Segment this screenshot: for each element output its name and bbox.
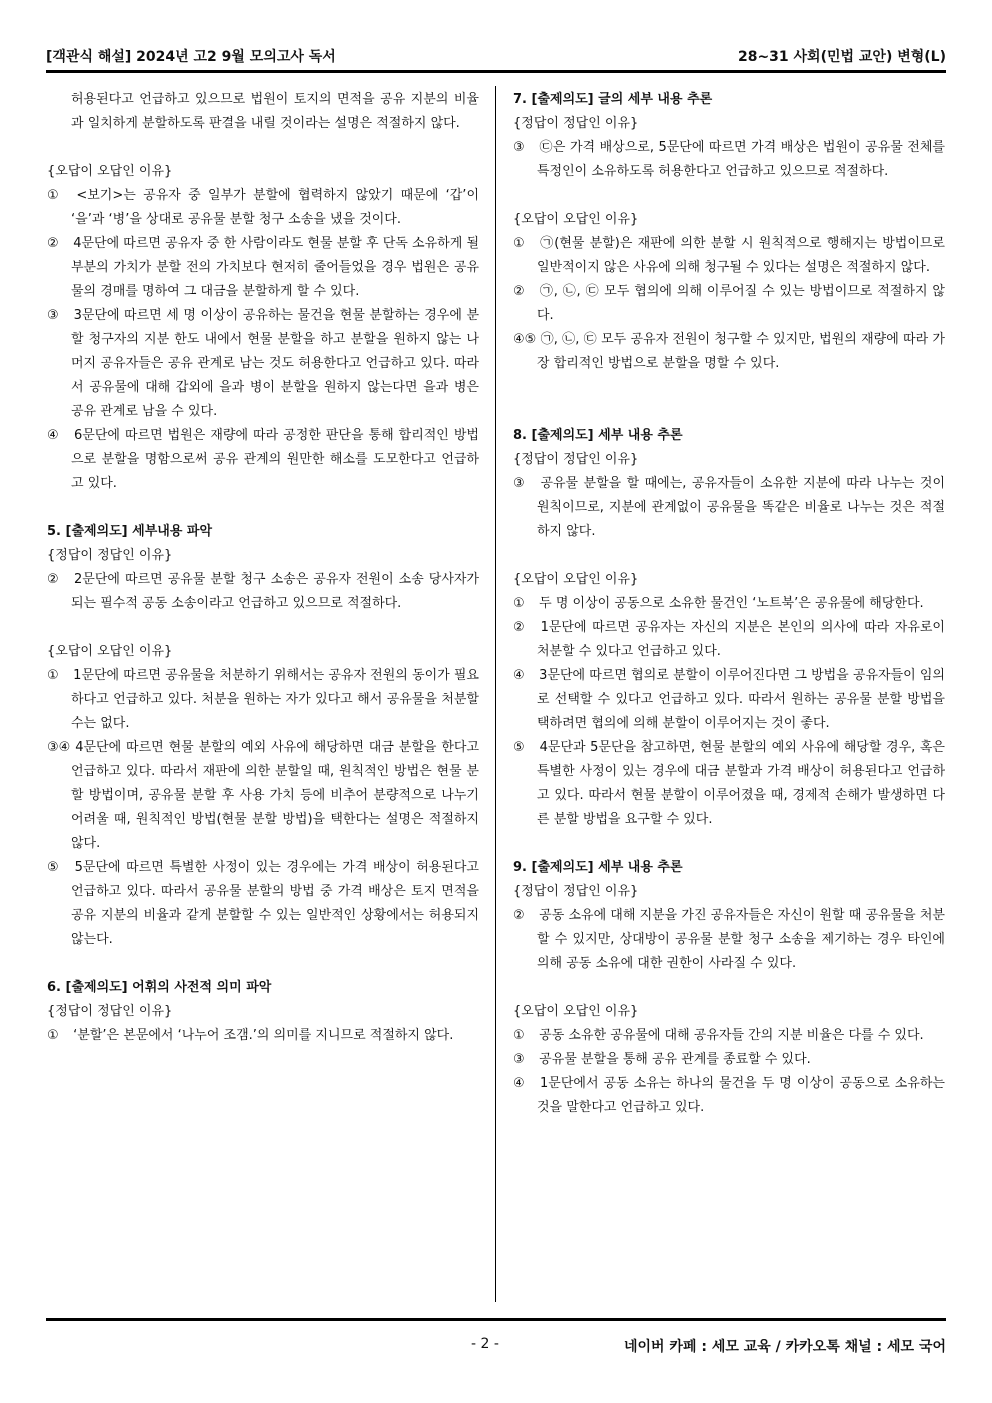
page-number: - 2 -: [471, 1336, 499, 1352]
answer-text: 2문단에 따르면 공유물 분할 청구 소송은 공유자 전원이 소송 당사자가 되는 필수적 공동 소송이라고 언급하고 있으므로 적절하다.: [71, 572, 479, 611]
answer-text: 3문단에 따르면 협의로 분할이 이루어진다면 그 방법을 공유자들이 임의로 선택할 수 있다고 언급하고 있다. 따라서 원하는 공유물 분할 방법을 택하려면 협의에 의해 분할이 이루어지는 것이 좋다.: [537, 668, 945, 731]
answer-item: [513, 328, 945, 376]
left-column: [47, 88, 479, 1048]
answer-text: <보기>는 공유자 중 일부가 분할에 협력하지 않았기 때문에 ‘갑’이 ‘을’과 ‘병’을 상대로 공유물 분할 청구 소송을 냈을 것이다.: [71, 188, 479, 227]
answer-marker: ③: [513, 1052, 525, 1067]
answer-text: ㉠, ㉡, ㉢ 모두 협의에 의해 이루어질 수 있는 방법이므로 적절하지 않다.: [537, 284, 945, 323]
right-column: [513, 88, 945, 1120]
correct-label: {정답이 정답인 이유}: [47, 548, 173, 563]
answer-text: 두 명 이상이 공동으로 소유한 물건인 ‘노트북’은 공유물에 해당한다.: [539, 596, 924, 611]
page-footer: [46, 1334, 946, 1358]
answer-item: [513, 904, 945, 976]
q5-wrong-list: [47, 664, 479, 952]
correct-label: {정답이 정답인 이유}: [47, 1004, 173, 1019]
answer-item: [47, 736, 479, 856]
wrong-label: {오답이 오답인 이유}: [47, 644, 173, 659]
footer-rule: [46, 1318, 946, 1321]
answer-text: 3문단에 따르면 세 명 이상이 공유하는 물건을 현물 분할하는 경우에 분할 청구자의 지분 한도 내에서 현물 분할을 하고 분할을 원하지 않는 나머지 공유자들은 공유 관계로 남는 것도 허용한다고 언급하고 있다. 따라서 공유물에 대해 갑외에 을과 병이 분할을 원하지 않는다면 을과 병은 공유 관계로 남을 수 있다.: [71, 308, 479, 419]
answer-text: 1문단에 따르면 공유자는 자신의 지분은 본인의 의사에 따라 자유로이 처분할 수 있다고 언급하고 있다.: [537, 620, 945, 659]
q9-title: 9. [출제의도] 세부 내용 추론: [513, 860, 683, 875]
correct-label: {정답이 정답인 이유}: [513, 884, 639, 899]
answer-item: [47, 1024, 479, 1048]
q7-wrong-list: [513, 232, 945, 376]
correct-label: {정답이 정답인 이유}: [513, 116, 639, 131]
answer-marker: ④: [513, 1076, 525, 1091]
answer-text: 1문단에서 공동 소유는 하나의 물건을 두 명 이상이 공동으로 소유하는 것을 말한다고 언급하고 있다.: [537, 1076, 945, 1115]
answer-item: [47, 184, 479, 232]
answer-item: [513, 1048, 945, 1072]
answer-item: [513, 232, 945, 280]
answer-marker: ④⑤: [513, 332, 537, 347]
answer-item: [513, 664, 945, 736]
q9-correct-list: [513, 904, 945, 976]
answer-text: 4문단에 따르면 현물 분할의 예외 사유에 해당하면 대금 분할을 한다고 언급하고 있다. 따라서 재판에 의한 분할일 때, 원칙적인 방법은 현물 분할 방법이며, 공유물 분할 후 사용 가치 등에 비추어 분량적으로 나누기 어려울 때, 원칙적인 방법(현물 분할 방법)을 택한다는 설명은 적절하지 않다.: [71, 740, 479, 851]
answer-marker: ①: [47, 1028, 59, 1043]
header-rule: [46, 70, 946, 73]
q7-title: 7. [출제의도] 글의 세부 내용 추론: [513, 92, 713, 107]
answer-item: [513, 1072, 945, 1120]
footer-channel-info: 네이버 카페 : 세모 교육 / 카카오톡 채널 : 세모 국어: [623, 1339, 946, 1355]
answer-item: [47, 664, 479, 736]
answer-item: [513, 280, 945, 328]
q5-correct-list: [47, 568, 479, 616]
q8-correct-list: [513, 472, 945, 544]
answer-item: [513, 1024, 945, 1048]
q8-wrong-list: [513, 592, 945, 832]
answer-item: [47, 424, 479, 496]
correct-label: {정답이 정답인 이유}: [513, 452, 639, 467]
answer-marker: ③④: [47, 740, 71, 755]
answer-marker: ①: [513, 596, 525, 611]
carry-over-text: 허용된다고 언급하고 있으므로 법원이 토지의 면적을 공유 지분의 비율과 일치하게 분할하도록 판결을 내릴 것이라는 설명은 적절하지 않다.: [71, 92, 479, 131]
wrong-label: {오답이 오답인 이유}: [513, 212, 639, 227]
answer-text: ㉠(현물 분할)은 재판에 의한 분할 시 원칙적으로 행해지는 방법이므로 일반적이지 않은 사유에 의해 청구될 수 있다는 설명은 적절하지 않다.: [537, 236, 945, 275]
answer-item: [47, 232, 479, 304]
wrong-label: {오답이 오답인 이유}: [513, 572, 639, 587]
answer-marker: ⑤: [47, 860, 59, 875]
answer-item: [513, 472, 945, 544]
answer-item: [513, 736, 945, 832]
answer-text: 4문단과 5문단을 참고하면, 현물 분할의 예외 사유에 해당할 경우, 혹은 특별한 사정이 있는 경우에 대금 분할과 가격 배상이 허용된다고 언급하고 있다. 따라서 현물 분할이 이루어졌을 때, 경제적 손해가 발생하면 다른 분할 방법을 요구할 수 있다.: [537, 740, 945, 827]
answer-marker: ④: [47, 428, 59, 443]
answer-marker: ①: [47, 668, 59, 683]
answer-text: ㉢은 가격 배상으로, 5문단에 따르면 가격 배상은 법원이 공유물 전체를 특정인이 소유하도록 허용한다고 언급하고 있으므로 적절하다.: [537, 140, 945, 179]
q9-wrong-list: [513, 1024, 945, 1120]
answer-text: 공유물 분할을 통해 공유 관계를 종료할 수 있다.: [539, 1052, 811, 1067]
header-title: [객관식 해설] 2024년 고2 9월 모의고사 독서: [46, 49, 336, 65]
answer-item: [47, 856, 479, 952]
answer-text: 공동 소유한 공유물에 대해 공유자들 간의 지분 비율은 다를 수 있다.: [539, 1028, 924, 1043]
q7-correct-list: [513, 136, 945, 184]
answer-marker: ②: [47, 572, 59, 587]
q6-correct-list: [47, 1024, 479, 1048]
answer-marker: ②: [513, 908, 525, 923]
answer-text: ㉠, ㉡, ㉢ 모두 공유자 전원이 청구할 수 있지만, 법원의 재량에 따라 가장 합리적인 방법으로 분할을 명할 수 있다.: [537, 332, 945, 371]
answer-text: 4문단에 따르면 공유자 중 한 사람이라도 현물 분할 후 단독 소유하게 될 부분의 가치가 분할 전의 가치보다 현저히 줄어들었을 경우 법원은 공유물의 경매를 명하여 그 대금을 분할하게 할 수 있다.: [71, 236, 479, 299]
answer-item: [513, 592, 945, 616]
q4-wrong-list: [47, 184, 479, 496]
column-divider: [495, 86, 496, 1302]
answer-marker: ③: [513, 476, 525, 491]
answer-text: ‘분할’은 본문에서 ‘나누어 조갬.’의 의미를 지니므로 적절하지 않다.: [73, 1028, 454, 1043]
answer-item: [47, 568, 479, 616]
answer-marker: ②: [513, 284, 525, 299]
answer-marker: ①: [47, 188, 59, 203]
wrong-label: {오답이 오답인 이유}: [47, 164, 173, 179]
answer-item: [47, 304, 479, 424]
answer-marker: ③: [47, 308, 59, 323]
answer-text: 1문단에 따르면 공유물을 처분하기 위해서는 공유자 전원의 동이가 필요하다고 언급하고 있다. 처분을 원하는 자가 있다고 해서 공유물을 처분할 수는 없다.: [71, 668, 479, 731]
answer-text: 공동 소유에 대해 지분을 가진 공유자들은 자신이 원할 때 공유물을 처분할 수 있지만, 상대방이 공유물 분할 청구 소송을 제기하는 경우 타인에 의해 공동 소유에 대한 권한이 사라질 수 있다.: [537, 908, 945, 971]
answer-text: 5문단에 따르면 특별한 사정이 있는 경우에는 가격 배상이 허용된다고 언급하고 있다. 따라서 공유물 분할의 방법 중 가격 배상은 토지 면적을 공유 지분의 비율과 같게 분할할 수 있는 일반적인 상황에서는 허용되지 않는다.: [71, 860, 479, 947]
q8-title: 8. [출제의도] 세부 내용 추론: [513, 428, 683, 443]
answer-marker: ①: [513, 236, 525, 251]
answer-marker: ②: [513, 620, 525, 635]
header-subtitle: 28~31 사회(민법 교안) 변형(L): [737, 49, 946, 65]
answer-text: 6문단에 따르면 법원은 재량에 따라 공정한 판단을 통해 합리적인 방법으로 분할을 명함으로써 공유 관계의 원만한 해소를 도모한다고 언급하고 있다.: [71, 428, 479, 491]
answer-marker: ④: [513, 668, 525, 683]
answer-marker: ①: [513, 1028, 525, 1043]
q6-title: 6. [출제의도] 어휘의 사전적 의미 파악: [47, 980, 272, 995]
answer-item: [513, 616, 945, 664]
answer-item: [513, 136, 945, 184]
q5-title: 5. [출제의도] 세부내용 파악: [47, 524, 213, 539]
answer-marker: ③: [513, 140, 525, 155]
wrong-label: {오답이 오답인 이유}: [513, 1004, 639, 1019]
answer-marker: ②: [47, 236, 59, 251]
answer-text: 공유물 분할을 할 때에는, 공유자들이 소유한 지분에 따라 나누는 것이 원칙이므로, 지분에 관계없이 공유물을 똑같은 비율로 나누는 것은 적절하지 않다.: [537, 476, 946, 539]
page-header: [46, 40, 946, 68]
answer-marker: ⑤: [513, 740, 525, 755]
